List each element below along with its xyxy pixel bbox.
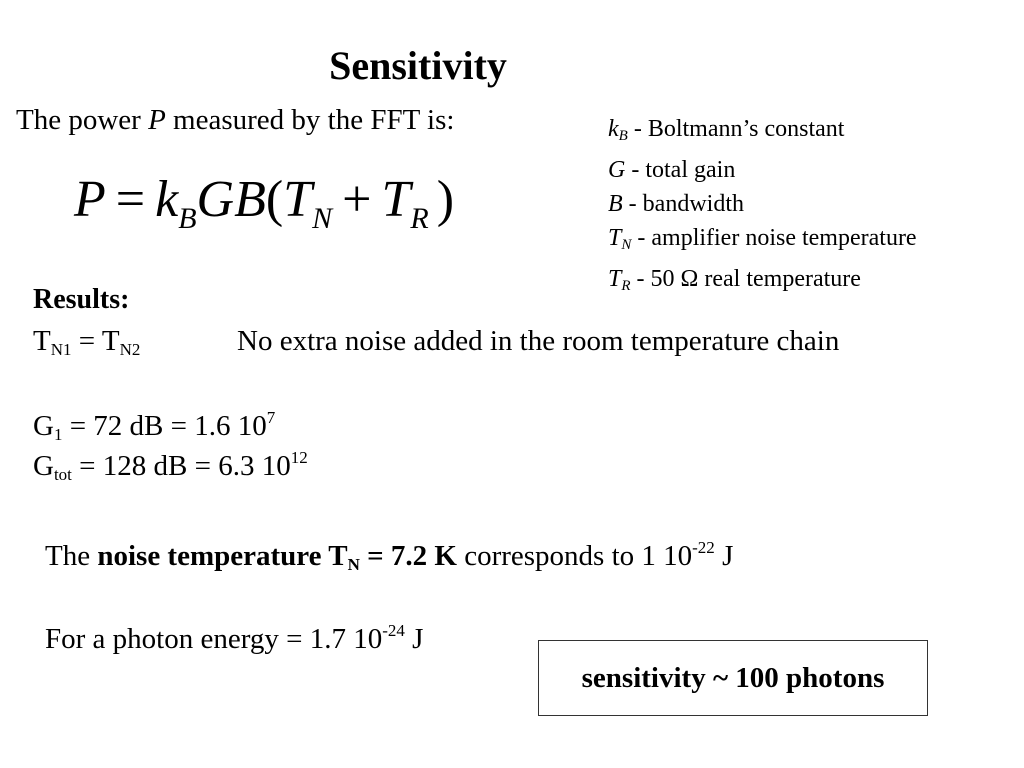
legend-description: - bandwidth — [622, 191, 744, 217]
tn-equality-row — [33, 325, 140, 360]
photon-exponent: -24 — [382, 621, 405, 640]
symbol-legend — [608, 112, 917, 303]
legend-item — [608, 221, 917, 262]
legend-subscript: R — [621, 278, 631, 294]
g1-exponent: 7 — [266, 408, 276, 427]
legend-item — [608, 153, 917, 187]
gtot-row — [33, 448, 308, 485]
formula-k: k — [155, 171, 179, 228]
photon-energy-statement — [45, 621, 423, 656]
formula-tn: T — [283, 171, 313, 228]
power-formula — [74, 170, 454, 236]
legend-item — [608, 112, 917, 153]
legend-description: - Boltmann’s constant — [627, 116, 845, 142]
legend-description: - 50 Ω real temperature — [630, 266, 861, 292]
legend-symbol: B — [608, 191, 623, 217]
g1-row — [33, 408, 275, 445]
formula-k-sub: B — [178, 202, 197, 235]
tn-equals: = — [71, 325, 102, 357]
formula-equals: = — [115, 171, 146, 228]
intro-text — [16, 104, 454, 137]
intro-before: The power — [16, 104, 149, 136]
formula-tr: T — [381, 171, 411, 228]
photon-unit: J — [404, 623, 424, 655]
results-heading: Results: — [33, 284, 130, 315]
legend-item — [608, 187, 917, 221]
tn1-sub: N1 — [50, 340, 72, 359]
formula-tn-sub: N — [312, 202, 333, 235]
noise-temperature-statement — [45, 538, 733, 575]
gtot-exponent: 12 — [290, 448, 308, 467]
sensitivity-result-text: sensitivity ~ 100 photons — [581, 661, 885, 694]
tn2-sub: N2 — [119, 340, 141, 359]
noise-exponent: -22 — [692, 538, 715, 557]
gtot-value: = 128 dB = 6.3 10 — [71, 450, 291, 482]
legend-description: - total gain — [625, 157, 736, 183]
noise-bold-sub: N — [347, 555, 360, 574]
legend-symbol: k — [608, 116, 619, 142]
intro-symbol: P — [148, 104, 166, 136]
legend-subscript: N — [621, 237, 632, 253]
g1-value: = 72 dB = 1.6 10 — [62, 410, 267, 442]
noise-bold-value: = 7.2 K — [359, 540, 457, 572]
formula-plus: + — [342, 171, 372, 228]
legend-description: - amplifier noise temperature — [631, 225, 917, 251]
noise-unit: J — [714, 540, 734, 572]
tn2-label: T — [101, 325, 120, 357]
legend-symbol: G — [608, 157, 626, 183]
legend-symbol: T — [608, 266, 622, 292]
noise-prefix: The — [45, 540, 98, 572]
sensitivity-result-box — [538, 640, 928, 716]
g1-sub: 1 — [53, 425, 63, 444]
gtot-label: G — [33, 450, 54, 482]
noise-note: No extra noise added in the room temperature chain — [237, 325, 840, 357]
g1-label: G — [33, 410, 54, 442]
formula-open-paren: ( — [265, 171, 284, 228]
formula-gb: GB — [196, 171, 266, 228]
noise-bold-label: noise temperature T — [97, 540, 348, 572]
photon-text: For a photon energy = 1.7 10 — [45, 623, 383, 655]
formula-lhs: P — [74, 171, 106, 228]
intro-after: measured by the FFT is: — [165, 104, 455, 136]
page-title: Sensitivity — [329, 43, 507, 88]
legend-item — [608, 262, 917, 303]
noise-suffix: corresponds to 1 10 — [456, 540, 693, 572]
tn1-label: T — [33, 325, 51, 357]
legend-symbol: T — [608, 225, 622, 251]
legend-subscript: B — [618, 128, 628, 144]
formula-close-paren: ) — [436, 171, 455, 228]
gtot-sub: tot — [53, 465, 72, 484]
formula-tr-sub: R — [410, 202, 429, 235]
